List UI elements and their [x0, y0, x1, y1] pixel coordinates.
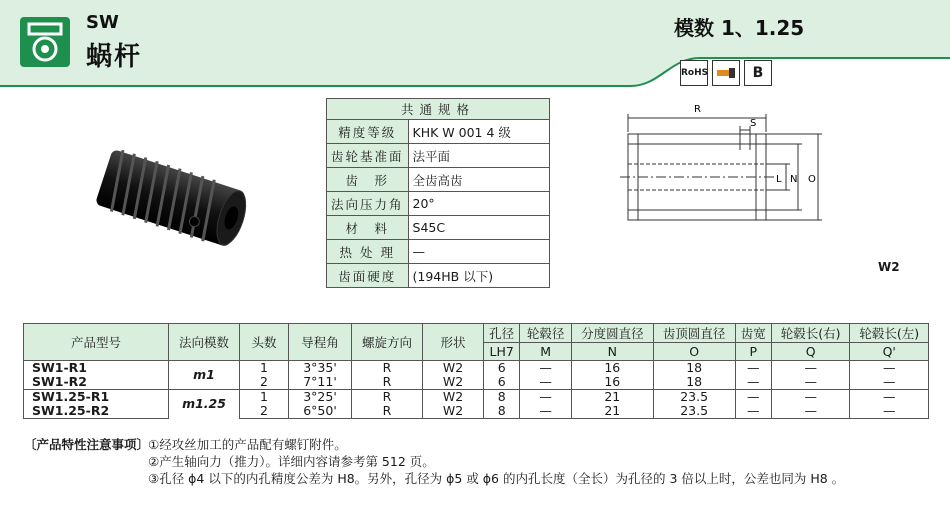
cell: —: [771, 404, 850, 419]
dim-label-o: O: [808, 174, 816, 185]
spec-title: 共通规格: [327, 99, 550, 120]
cell: 3°35': [289, 361, 352, 376]
screw-accessory-icon: [712, 60, 740, 86]
spec-value: 全齿高齿: [408, 168, 549, 192]
spec-key: 法向压力角: [327, 192, 409, 216]
cell: —: [850, 390, 929, 405]
table-row: [24, 390, 929, 405]
spec-value: —: [408, 240, 549, 264]
cell: 2: [240, 375, 289, 390]
dimension-drawing: [600, 98, 850, 238]
cell: W2: [423, 390, 484, 405]
cell: W2: [423, 404, 484, 419]
product-table: [23, 323, 929, 419]
spec-key: 材 料: [327, 216, 409, 240]
cell: 6: [484, 361, 520, 376]
notes-title: 〔产品特性注意事项〕: [24, 437, 150, 452]
module-cell: m1.25: [169, 390, 240, 419]
col-symbol: LH7: [484, 343, 520, 361]
dim-label-n: N: [790, 174, 798, 185]
header-band: [0, 0, 950, 92]
spec-key: 精度等级: [327, 120, 409, 144]
col-header: 形状: [423, 324, 484, 361]
cell: —: [520, 404, 572, 419]
cell: —: [771, 361, 850, 376]
model-cell: SW1-R2: [24, 375, 169, 390]
dim-label-s: S: [750, 118, 757, 129]
product-code: SW: [86, 12, 119, 33]
spec-value: KHK W 001 4 级: [408, 120, 549, 144]
cell: W2: [423, 375, 484, 390]
worm-photo: [88, 140, 258, 260]
cell: R: [352, 404, 423, 419]
col-header: 螺旋方向: [352, 324, 423, 361]
spec-key: 齿轮基准面: [327, 144, 409, 168]
cell: —: [520, 390, 572, 405]
cell: —: [850, 404, 929, 419]
col-header: 轮毂长(右): [771, 324, 850, 343]
cell: 1: [240, 390, 289, 405]
table-row: [24, 404, 929, 419]
cell: 6°50': [289, 404, 352, 419]
col-symbol: Q: [771, 343, 850, 361]
spec-value: S45C: [408, 216, 549, 240]
note-item: ②产生轴向力（推力）。详细内容请参考第 512 页。: [148, 454, 435, 469]
model-cell: SW1.25-R2: [24, 404, 169, 419]
product-name: 蜗杆: [86, 42, 143, 72]
cell: —: [735, 390, 771, 405]
cell: —: [735, 404, 771, 419]
notes-list: [148, 436, 844, 487]
spec-value: (194HB 以下): [408, 264, 549, 288]
cell: 3°25': [289, 390, 352, 405]
cell: R: [352, 361, 423, 376]
cell: —: [520, 361, 572, 376]
cell: —: [771, 375, 850, 390]
col-header: 头数: [240, 324, 289, 361]
cell: 18: [653, 375, 735, 390]
cell: 8: [484, 390, 520, 405]
cell: 16: [571, 375, 653, 390]
spec-value: 20°: [408, 192, 549, 216]
col-symbol: M: [520, 343, 572, 361]
cell: 18: [653, 361, 735, 376]
cell: 23.5: [653, 404, 735, 419]
cell: —: [850, 375, 929, 390]
note-item: ①经攻丝加工的产品配有螺钉附件。: [148, 437, 347, 452]
cell: 21: [571, 404, 653, 419]
cell: —: [850, 361, 929, 376]
cell: 1: [240, 361, 289, 376]
cell: R: [352, 390, 423, 405]
worm-gear-logo-icon: [20, 17, 70, 67]
cell: R: [352, 375, 423, 390]
cell: 2: [240, 404, 289, 419]
col-symbol: O: [653, 343, 735, 361]
cell: 6: [484, 375, 520, 390]
model-cell: SW1.25-R1: [24, 390, 169, 405]
table-row: [24, 375, 929, 390]
dim-label-l: L: [776, 174, 782, 185]
cell: 7°11': [289, 375, 352, 390]
col-header: 齿宽: [735, 324, 771, 343]
shape-label: W2: [878, 260, 900, 274]
note-item: ③孔径 ϕ4 以下的内孔精度公差为 H8。另外，孔径为 ϕ5 或 ϕ6 的内孔长度（全长）为孔径的 3 倍以上时，公差也同为 H8 。: [148, 471, 845, 486]
col-symbol: Q': [850, 343, 929, 361]
cell: 16: [571, 361, 653, 376]
col-header: 齿顶圆直径: [653, 324, 735, 343]
common-spec-table: [326, 98, 550, 288]
module-cell: m1: [169, 361, 240, 390]
rohs-mark-icon: RoHS: [680, 60, 708, 86]
spec-key: 齿面硬度: [327, 264, 409, 288]
cell: —: [520, 375, 572, 390]
black-oxide-mark-icon: B: [744, 60, 772, 86]
cell: 8: [484, 404, 520, 419]
spec-key: 热 处 理: [327, 240, 409, 264]
dim-label-r: R: [694, 104, 701, 115]
model-cell: SW1-R1: [24, 361, 169, 376]
spec-value: 法平面: [408, 144, 549, 168]
col-header: 轮毂径: [520, 324, 572, 343]
spec-key: 齿 形: [327, 168, 409, 192]
col-symbol: P: [735, 343, 771, 361]
cell: —: [735, 375, 771, 390]
cell: —: [735, 361, 771, 376]
col-header: 孔径: [484, 324, 520, 343]
col-header: 产品型号: [24, 324, 169, 361]
header-band-shape: [0, 0, 950, 92]
col-header: 法向模数: [169, 324, 240, 361]
col-header: 导程角: [289, 324, 352, 361]
table-row: [24, 361, 929, 376]
module-range: 模数 1、1.25: [674, 16, 805, 40]
col-header: 轮毂长(左): [850, 324, 929, 343]
cell: 23.5: [653, 390, 735, 405]
col-symbol: N: [571, 343, 653, 361]
cell: W2: [423, 361, 484, 376]
cell: —: [771, 390, 850, 405]
col-header: 分度圆直径: [571, 324, 653, 343]
cell: 21: [571, 390, 653, 405]
